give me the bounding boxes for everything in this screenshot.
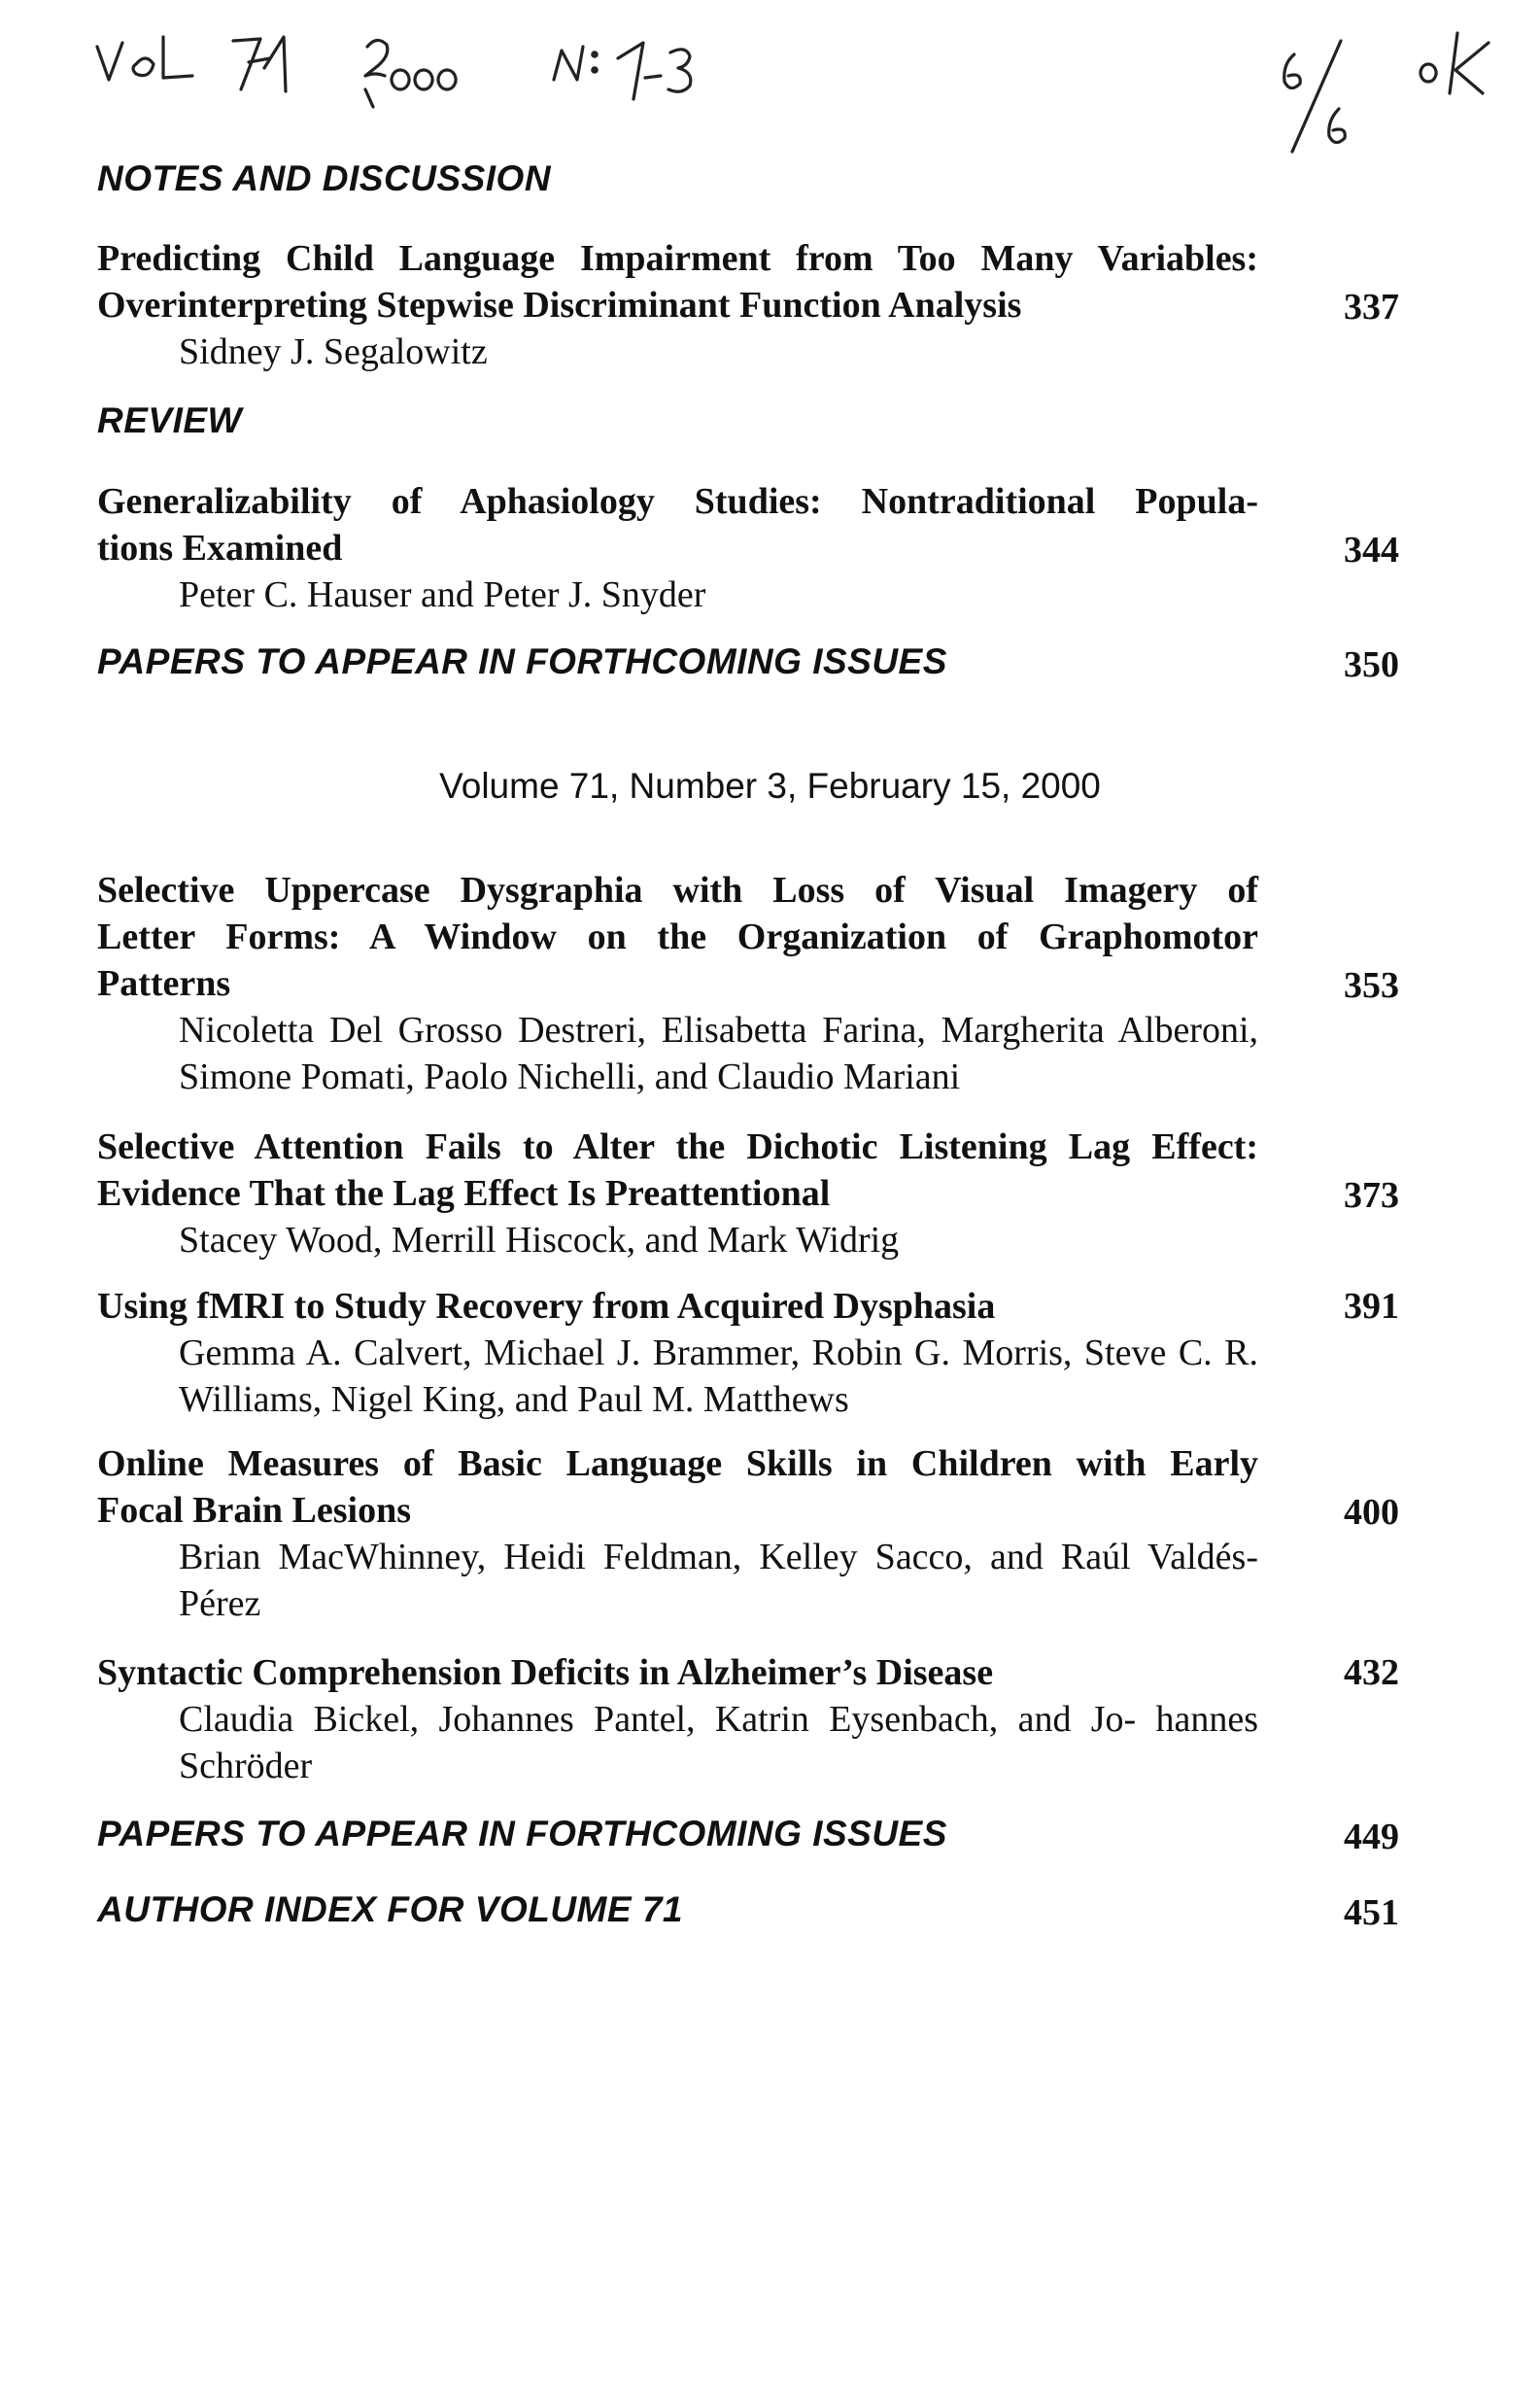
entry-authors: [97, 1330, 1258, 1423]
author-line: Valdés-Pérez: [179, 1537, 1258, 1624]
entry-title: [97, 478, 1258, 571]
section-heading-review: REVIEW: [97, 400, 242, 440]
forthcoming-issues-label: PAPERS TO APPEAR IN FORTHCOMING ISSUES: [97, 641, 947, 681]
author-line: Alberoni, Simone Pomati, Paolo Nichelli, and Claudio Mariani: [179, 1010, 1259, 1097]
title-line: Selective Uppercase Dysgraphia with Loss of Visual Imagery of: [97, 870, 1258, 911]
title-line: Generalizability of Aphasiology Studies: Nontraditional Popula-: [97, 481, 1258, 522]
entry-authors: [97, 1007, 1258, 1100]
title-line: Predicting Child Language Impairment from Too Many Variables:: [97, 238, 1258, 279]
entry-authors: [97, 1696, 1258, 1789]
author-index-label: AUTHOR INDEX FOR VOLUME 71: [97, 1889, 683, 1929]
toc-entry: [97, 1124, 1399, 1263]
toc-entry: [97, 478, 1399, 618]
toc-entry: [97, 1649, 1399, 1789]
page-number: 337: [1344, 287, 1399, 328]
title-line: Evidence That the Lag Effect Is Preattentional: [97, 1173, 831, 1214]
entry-title: [97, 235, 1258, 329]
author-line: Nicoletta Del Grosso Destreri, Elisabetta Farina, Margherita: [179, 1010, 1105, 1051]
title-line: Letter Forms: A Window on the Organization of Graphomotor: [97, 917, 1258, 957]
author-line: Peter C. Hauser and Peter J. Snyder: [179, 574, 706, 615]
issue-heading: Volume 71, Number 3, February 15, 2000: [439, 766, 1101, 806]
toc-entry: [97, 867, 1399, 1100]
author-line: Sidney J. Segalowitz: [179, 331, 488, 372]
page-number: 391: [1344, 1286, 1399, 1327]
entry-authors: [97, 329, 1258, 375]
title-line: Using fMRI to Study Recovery from Acquired Dysphasia: [97, 1286, 996, 1327]
title-line: Selective Attention Fails to Alter the Dichotic Listening Lag Effect:: [97, 1126, 1258, 1167]
entry-title: [97, 1283, 1258, 1330]
page-number: 373: [1344, 1175, 1399, 1216]
entry-authors: [97, 571, 1258, 618]
entry-title: [97, 1649, 1258, 1696]
entry-title: [97, 1440, 1258, 1534]
entry-authors: [97, 1217, 1258, 1263]
title-line: Focal Brain Lesions: [97, 1490, 412, 1531]
author-line: Gemma A. Calvert, Michael J. Brammer, Robin G. Morris,: [179, 1332, 1073, 1373]
section-heading-notes: NOTES AND DISCUSSION: [97, 158, 552, 198]
entry-title: [97, 867, 1258, 1007]
title-line: Syntactic Comprehension Deficits in Alzheimer’s Disease: [97, 1652, 994, 1693]
title-line: Online Measures of Basic Language Skills in Children with Early: [97, 1443, 1258, 1484]
title-line: Patterns: [97, 963, 231, 1004]
toc-entry: [97, 235, 1399, 375]
page-number: 432: [1344, 1652, 1399, 1693]
toc-entry: [97, 1283, 1399, 1423]
entry-authors: [97, 1534, 1258, 1627]
title-line: Overinterpreting Stepwise Discriminant Function Analysis: [97, 285, 1022, 326]
forthcoming-issues-page: 350: [1344, 644, 1399, 685]
author-line: Brian MacWhinney, Heidi Feldman, Kelley Sacco, and Raúl: [179, 1537, 1131, 1577]
author-line: Stacey Wood, Merrill Hiscock, and Mark Widrig: [179, 1220, 900, 1261]
author-index-page: 451: [1344, 1892, 1399, 1933]
page-number: 353: [1344, 965, 1399, 1006]
author-line: hannes Schröder: [179, 1699, 1258, 1786]
page-number: 400: [1344, 1492, 1399, 1533]
forthcoming-issues-label: PAPERS TO APPEAR IN FORTHCOMING ISSUES: [97, 1814, 947, 1853]
entry-title: [97, 1124, 1258, 1217]
page-number: 344: [1344, 530, 1399, 571]
author-line: Claudia Bickel, Johannes Pantel, Katrin Eysenbach, and Jo-: [179, 1699, 1137, 1740]
author-line: Steve C. R. Williams, Nigel King, and Paul M. Matthews: [179, 1332, 1258, 1420]
toc-entry: [97, 1440, 1399, 1627]
forthcoming-issues-page: 449: [1344, 1817, 1399, 1857]
title-line: tions Examined: [97, 528, 343, 569]
